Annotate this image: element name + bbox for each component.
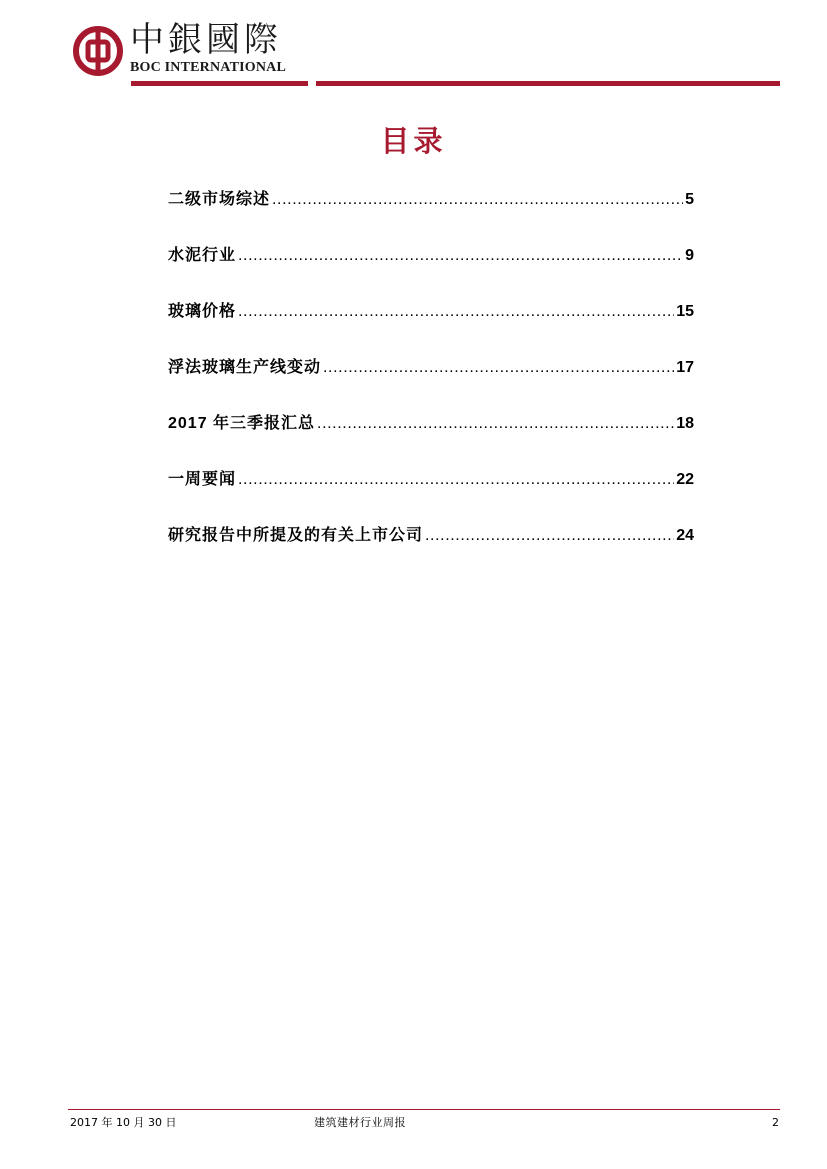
toc-title: 目录	[380, 124, 447, 158]
toc-item-label: 玻璃价格	[168, 303, 237, 320]
toc-item-page: 17	[676, 359, 694, 376]
logo-english-name: BOC INTERNATIONAL	[130, 60, 286, 75]
toc-item[interactable]	[168, 354, 694, 382]
toc-dot-leader	[323, 354, 674, 382]
toc-item[interactable]	[168, 242, 694, 270]
toc-item-label: 浮法玻璃生产线变动	[168, 359, 322, 376]
footer-rule	[68, 1109, 780, 1110]
toc-item-page: 5	[685, 191, 694, 208]
toc-item[interactable]	[168, 410, 694, 438]
toc-item-label: 研究报告中所提及的有关上市公司	[168, 527, 424, 544]
logo-chinese-name: 中銀國際	[130, 20, 282, 60]
header-rule-left	[131, 81, 308, 86]
boc-international-logo	[73, 20, 313, 80]
toc-dot-leader	[317, 410, 674, 438]
toc-item-label: 2017 年三季报汇总	[168, 415, 316, 432]
header-rule-right	[316, 81, 780, 86]
toc-item-page: 22	[676, 471, 694, 488]
toc-item-page: 18	[676, 415, 694, 432]
toc-item[interactable]	[168, 466, 694, 494]
toc-dot-leader	[238, 466, 674, 494]
toc-dot-leader	[272, 186, 683, 214]
toc-item[interactable]	[168, 298, 694, 326]
toc-dot-leader	[238, 242, 683, 270]
footer-report-name: 建筑建材行业周报	[314, 1116, 406, 1129]
toc-item-label: 一周要闻	[168, 471, 237, 488]
toc-item-label: 二级市场综述	[168, 191, 271, 208]
footer-page-number: 2	[772, 1116, 779, 1129]
toc-dot-leader	[425, 522, 674, 550]
footer-date: 2017 年 10 月 30 日	[70, 1116, 177, 1129]
toc-item[interactable]	[168, 186, 694, 214]
toc-item[interactable]	[168, 522, 694, 550]
toc-item-label: 水泥行业	[168, 247, 237, 264]
toc-dot-leader	[238, 298, 674, 326]
toc-item-page: 9	[685, 247, 694, 264]
toc-item-page: 15	[676, 303, 694, 320]
boc-emblem-icon	[73, 26, 123, 76]
toc-item-page: 24	[676, 527, 694, 544]
